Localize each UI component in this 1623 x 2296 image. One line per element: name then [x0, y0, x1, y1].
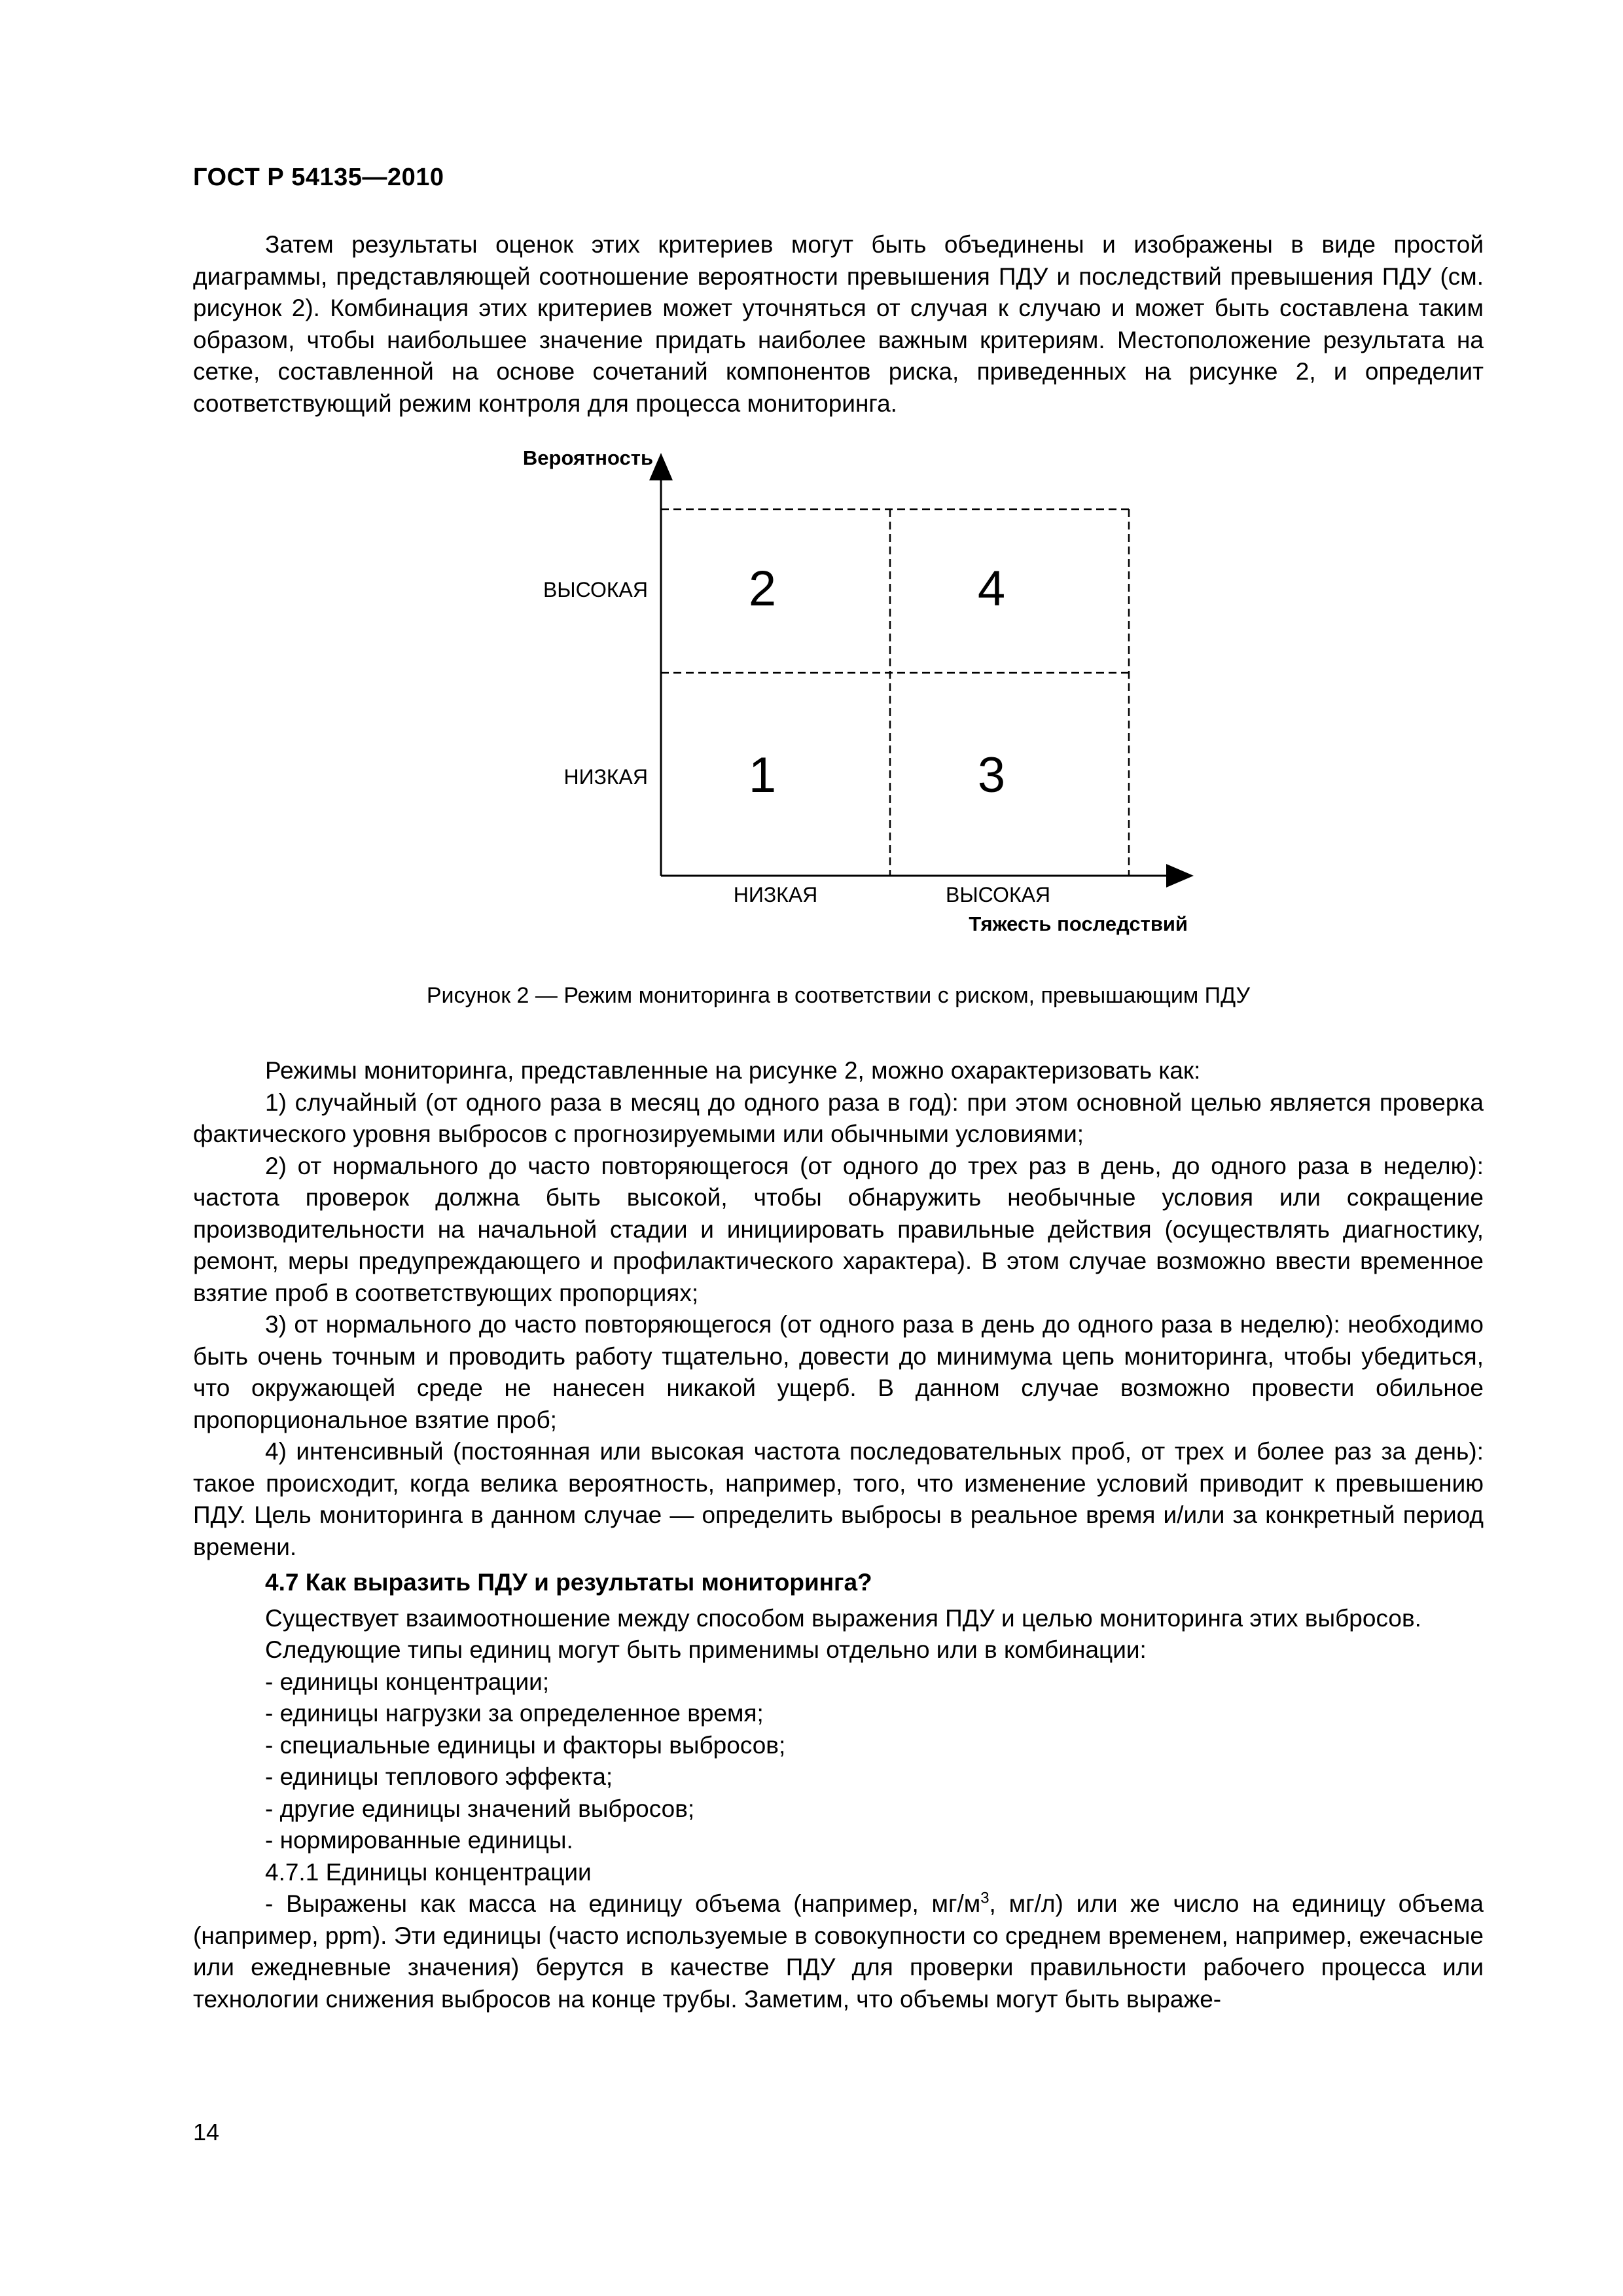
concentration-units-paragraph	[193, 1888, 1484, 2015]
cell-high-high: 4	[977, 561, 1006, 617]
y-tick-low: НИЗКАЯ	[563, 765, 648, 789]
cell-high-low: 2	[748, 561, 777, 617]
superscript-three: 3	[980, 1889, 990, 1907]
intro-section	[193, 229, 1484, 420]
document-header: ГОСТ Р 54135—2010	[193, 164, 444, 191]
unit-list-item: - единицы концентрации;	[265, 1668, 550, 1695]
figure-caption: Рисунок 2 — Режим мониторинга в соответствии с риском, превышающим ПДУ	[426, 983, 1251, 1008]
section-4-7-paragraph-2: Следующие типы единиц могут быть применимы отдельно или в комбинации:	[265, 1636, 1147, 1663]
mode-item-2: 2) от нормального до часто повторяющегося (от одного до трех раз в день, до одного раза в неделю): частота проверок должна быть высокой, чтобы обнаружить необычные условия или сокращение производительности на начальной стадии и инициировать правильные действия (осуществлять диагностику, ремонт, меры предупреждающего и профилактического характера). В этом случае возможно ввести временное взятие проб в соответствующих пропорциях;	[193, 1152, 1484, 1306]
x-tick-high: ВЫСОКАЯ	[945, 883, 1051, 906]
subsection-heading-4-7-1: 4.7.1 Единицы концентрации	[265, 1858, 592, 1886]
unit-list-item: - специальные единицы и факторы выбросов;	[265, 1731, 786, 1759]
x-tick-low: НИЗКАЯ	[733, 883, 818, 906]
mode-item-4: 4) интенсивный (постоянная или высокая частота последовательных проб, от трех и более раз за день): такое происходит, когда велика вероятность, например, того, что изменение условий приводит к превышению ПДУ. Цель мониторинга в данном случае — определить выбросы в реальное время и/или за конкретный период времени.	[193, 1438, 1484, 1560]
section-heading-4-7: 4.7 Как выразить ПДУ и результаты мониторинга?	[265, 1569, 872, 1596]
mode-item-1: 1) случайный (от одного раза в месяц до одного раза в год): при этом основной целью является проверка фактического уровня выбросов с прогнозируемыми или обычными условиями;	[193, 1088, 1484, 1147]
page-number: 14	[193, 2119, 220, 2145]
cell-low-high: 3	[977, 747, 1006, 803]
concentration-text-b: , мг/л) или же число на единицу объема (например, ppm). Эти единицы (часто используемые в совокупности со среднем временем, например, ежечасные или ежедневные значения) берутся в качестве ПДУ для проверки правильности рабочего процесса или технологии снижения выбросов на конце трубы. Заметим, что объемы могут быть выраже-	[193, 1890, 1484, 2013]
y-axis-label: Вероятность	[522, 446, 653, 469]
concentration-text-a: - Выражены как масса на единицу объема (например, мг/м	[265, 1890, 981, 1917]
modes-lead: Режимы мониторинга, представленные на рисунке 2, можно охарактеризовать как:	[265, 1057, 1201, 1084]
risk-matrix-diagram	[484, 439, 1217, 949]
body-section	[193, 1055, 1484, 2015]
unit-list-item: - единицы нагрузки за определенное время;	[265, 1700, 764, 1727]
intro-paragraph: Затем результаты оценок этих критериев могут быть объединены и изображены в виде простой диаграммы, представляющей соотношение вероятности превышения ПДУ и последствий превышения ПДУ (см. рисунок 2). Комбинация этих критериев может уточняться от случая к случаю и может быть составлена таким образом, чтобы наибольшее значение придать наиболее важным критериям. Местоположение результата на сетке, составленной на основе сочетаний компонентов риска, приведенных на рисунке 2, и определит соответствующий режим контроля для процесса мониторинга.	[193, 231, 1484, 417]
mode-item-3: 3) от нормального до часто повторяющегося (от одного раза в день до одного раза в неделю): необходимо быть очень точным и проводить работу тщательно, довести до минимума цепь мониторинга, чтобы убедиться, что окружающей среде не нанесен никакой ущерб. В данном случае возможно провести обильное пропорциональное взятие проб;	[193, 1311, 1484, 1433]
unit-list-item: - нормированные единицы.	[265, 1827, 573, 1854]
x-axis-label: Тяжесть последствий	[969, 912, 1188, 935]
unit-list-item: - единицы теплового эффекта;	[265, 1763, 613, 1790]
cell-low-low: 1	[748, 747, 777, 803]
y-tick-high: ВЫСОКАЯ	[543, 578, 648, 601]
unit-list-item: - другие единицы значений выбросов;	[265, 1795, 695, 1822]
section-4-7-paragraph-1: Существует взаимоотношение между способом выражения ПДУ и целью мониторинга этих выбросов.	[265, 1604, 1421, 1632]
